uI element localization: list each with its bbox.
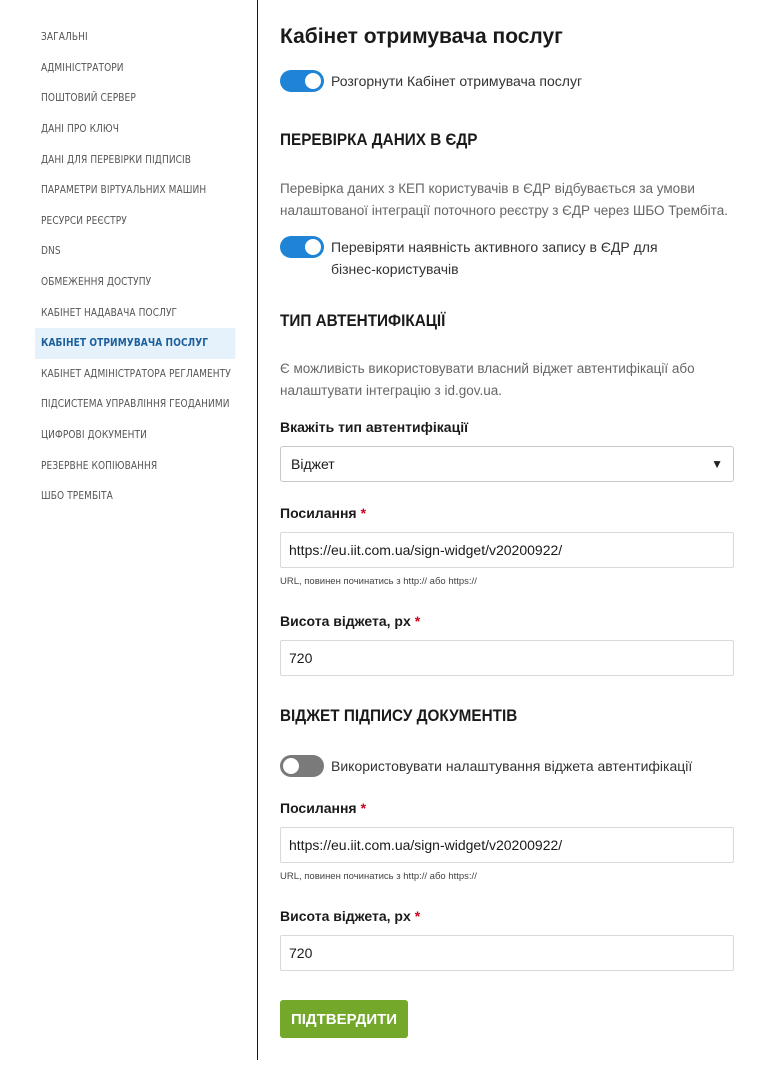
auth-type-value: Віджет [291,456,335,472]
auth-section-title: ТИП АВТЕНТИФІКАЦІЇ [280,311,446,330]
sidebar-item-12[interactable]: ПІДСИСТЕМА УПРАВЛІННЯ ГЕОДАНИМИ [41,398,230,411]
sidebar-item-4[interactable]: ДАНІ ДЛЯ ПЕРЕВІРКИ ПІДПИСІВ [41,153,192,166]
sign-link-input[interactable] [280,827,734,863]
sidebar-item-9[interactable]: КАБІНЕТ НАДАВАЧА ПОСЛУГ [41,306,178,319]
auth-link-input[interactable] [280,532,734,568]
sidebar-item-1[interactable]: АДМІНІСТРАТОРИ [41,61,124,74]
auth-height-label [280,613,420,629]
sidebar-item-0[interactable]: ЗАГАЛЬНІ [41,31,88,44]
sidebar [0,0,258,1060]
sidebar-item-15[interactable]: ШБО ТРЕМБІТА [41,490,113,503]
sidebar-item-7[interactable]: DNS [41,245,61,258]
expand-toggle[interactable] [280,70,324,92]
sidebar-nav [35,22,236,512]
edr-toggle-label: Перевіряти наявність активного запису в ЄДР для бізнес-користувачів [331,239,658,277]
toggle-knob [305,239,321,255]
auth-link-label-text: Посилання [280,505,357,521]
sign-height-input[interactable] [280,935,734,971]
sidebar-item-6[interactable]: РЕСУРСИ РЕЄСТРУ [41,214,127,227]
sign-toggle-label: Використовувати налаштування віджета автентифікації [331,758,693,774]
expand-toggle-row[interactable] [280,70,731,92]
sidebar-item-8[interactable]: ОБМЕЖЕННЯ ДОСТУПУ [41,276,152,289]
sidebar-item-10[interactable]: КАБІНЕТ ОТРИМУВАЧА ПОСЛУГ [35,328,235,359]
sign-link-label-text: Посилання [280,800,357,816]
auth-type-label: Вкажіть тип автентифікації [280,419,469,435]
required-mark: * [414,908,421,924]
edr-check-toggle[interactable] [280,236,324,258]
auth-link-hint: URL, повинен починатись з http:// або https:// [280,576,477,587]
auth-description: Є можливість використовувати власний віджет автентифікації або налаштувати інтеграцію з id.gov.ua. [280,361,695,398]
sidebar-item-13[interactable]: ЦИФРОВІ ДОКУМЕНТИ [41,429,147,442]
sign-height-label-text: Висота віджета, px [280,908,411,924]
toggle-knob [305,73,321,89]
sidebar-item-14[interactable]: РЕЗЕРВНЕ КОПІЮВАННЯ [41,459,158,472]
sign-link-label [280,800,366,816]
sidebar-item-3[interactable]: ДАНІ ПРО КЛЮЧ [41,123,120,136]
auth-link-label [280,505,366,521]
sidebar-item-2[interactable]: ПОШТОВИЙ СЕРВЕР [41,92,136,105]
edr-section-title: ПЕРЕВІРКА ДАНИХ В ЄДР [280,130,478,149]
chevron-down-icon: ▼ [711,457,723,471]
toggle-knob [283,758,299,774]
required-mark: * [414,613,421,629]
sign-height-label [280,908,420,924]
auth-type-select[interactable] [280,446,734,482]
submit-button[interactable]: ПІДТВЕРДИТИ [280,1000,408,1038]
required-mark: * [360,505,367,521]
sign-toggle-row[interactable] [280,755,731,777]
sign-link-hint: URL, повинен починатись з http:// або https:// [280,871,477,882]
edr-description: Перевірка даних з КЕП користувачів в ЄДР відбувається за умови налаштованої інтеграції поточного реєстру з ЄДР через ШБО Трембіта. [280,181,728,218]
auth-height-input[interactable] [280,640,734,676]
auth-height-label-text: Висота віджета, px [280,613,411,629]
sidebar-item-5[interactable]: ПАРАМЕТРИ ВІРТУАЛЬНИХ МАШИН [41,184,207,197]
sign-use-auth-toggle[interactable] [280,755,324,777]
expand-toggle-label: Розгорнути Кабінет отримувача послуг [331,73,583,89]
edr-toggle-row[interactable] [280,236,701,280]
page-title: Кабінет отримувача послуг [280,25,563,48]
sidebar-item-11[interactable]: КАБІНЕТ АДМІНІСТРАТОРА РЕГЛАМЕНТУ [41,367,231,380]
required-mark: * [360,800,367,816]
sign-section-title: ВІДЖЕТ ПІДПИСУ ДОКУМЕНТІВ [280,706,518,725]
